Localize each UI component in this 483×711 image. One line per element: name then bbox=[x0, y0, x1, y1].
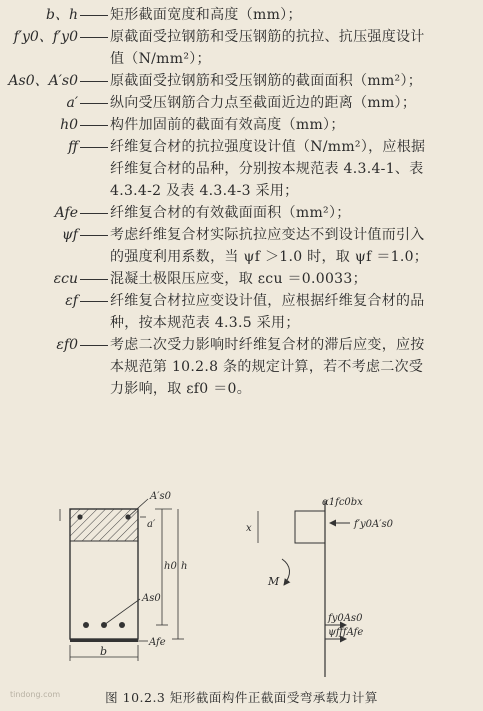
definition-row bbox=[0, 224, 483, 268]
definition-text bbox=[110, 136, 469, 202]
definition-row bbox=[0, 4, 483, 26]
bottom-steel-label: As0 bbox=[142, 593, 161, 604]
definition-line: 纤维复合材拉应变设计值，应根据纤维复合材的品 bbox=[110, 293, 425, 309]
definition-symbol: b、h bbox=[46, 7, 78, 23]
definition-text bbox=[110, 26, 469, 70]
moment-arrow bbox=[282, 559, 290, 585]
definition-symbol: εf0 bbox=[56, 337, 78, 353]
bottom-force-label: fy0As0 bbox=[328, 613, 363, 624]
definition-text bbox=[110, 202, 469, 224]
definition-symbol: εf bbox=[65, 293, 78, 309]
definition-row bbox=[0, 334, 483, 400]
definition-text bbox=[110, 114, 469, 136]
section-diagram bbox=[0, 487, 483, 711]
definition-line: 原截面受拉钢筋和受压钢筋的截面面积（mm²）； bbox=[110, 73, 423, 89]
definition-line: 4.3.4-2 及表 4.3.4-3 采用； bbox=[110, 183, 299, 199]
definition-text bbox=[110, 268, 469, 290]
definition-symbol: ψf bbox=[61, 227, 78, 243]
definition-text bbox=[110, 334, 469, 400]
definition-row bbox=[0, 114, 483, 136]
definition-line: 构件加固前的截面有效高度（mm）； bbox=[110, 117, 345, 133]
stress-block bbox=[295, 511, 325, 543]
definition-line: 纤维复合材的品种，分别按本规范表 4.3.4-1、表 bbox=[110, 161, 424, 177]
definition-row bbox=[0, 268, 483, 290]
definition-text bbox=[110, 70, 469, 92]
definition-row bbox=[0, 290, 483, 334]
definition-line: 力影响，取 εf0 ＝0。 bbox=[110, 381, 252, 397]
definition-symbol: As0、A′s0 bbox=[8, 73, 78, 89]
definition-line: 混凝土极限压应变，取 εcu ＝0.0033； bbox=[110, 271, 367, 287]
definition-line: 纤维复合材的抗拉强度设计值（N/mm²），应根据 bbox=[110, 139, 426, 155]
definition-line: 矩形截面宽度和高度（mm）； bbox=[110, 7, 302, 23]
frp-strip bbox=[70, 639, 138, 642]
figure-caption: 图 10.2.3 矩形截面构件正截面受弯承载力计算 bbox=[105, 690, 378, 705]
definition-symbol: h0 bbox=[60, 117, 78, 133]
definition-row bbox=[0, 26, 483, 70]
a-prime-label: a′ bbox=[147, 519, 156, 530]
definition-symbol: Afe bbox=[54, 205, 78, 221]
definition-text bbox=[110, 4, 469, 26]
definition-line: 纵向受压钢筋合力点至截面近边的距离（mm）； bbox=[110, 95, 417, 111]
definition-row bbox=[0, 136, 483, 202]
definition-line: 种，按本规范表 4.3.5 采用； bbox=[110, 315, 300, 331]
definition-row bbox=[0, 92, 483, 114]
h0-label: h0 bbox=[164, 561, 177, 572]
frp-label: Afe bbox=[149, 637, 166, 648]
compression-zone bbox=[70, 509, 138, 541]
top-rebar bbox=[77, 514, 82, 519]
definition-line: 值（N/mm²）； bbox=[110, 51, 211, 67]
definition-symbol: ff bbox=[68, 139, 78, 155]
watermark: tindong.com bbox=[10, 690, 61, 699]
width-label: b bbox=[100, 645, 108, 658]
definition-text bbox=[110, 224, 469, 268]
definition-line: 本规范第 10.2.8 条的规定计算，若不考虑二次受 bbox=[110, 359, 424, 375]
definition-list bbox=[0, 4, 483, 400]
bottom-rebar bbox=[119, 622, 125, 628]
definition-row bbox=[0, 70, 483, 92]
definition-line: 纤维复合材的有效截面面积（mm²）； bbox=[110, 205, 351, 221]
definition-text bbox=[110, 290, 469, 334]
definition-text bbox=[110, 92, 469, 114]
definition-line: 的强度利用系数，当 ψf ＞1.0 时，取 ψf ＝1.0； bbox=[110, 249, 429, 265]
bottom-rebar bbox=[83, 622, 89, 628]
concrete-force-label: α1fc0bx bbox=[322, 497, 363, 508]
definition-line: 考虑二次受力影响时纤维复合材的滞后应变，应按 bbox=[110, 337, 425, 353]
definition-line: 原截面受拉钢筋和受压钢筋的抗拉、抗压强度设计 bbox=[110, 29, 425, 45]
frp-force-label: ψfffAfe bbox=[328, 627, 364, 638]
top-force-label: f′y0A′s0 bbox=[354, 519, 393, 530]
x-label: x bbox=[246, 523, 252, 534]
definition-line: 考虑纤维复合材实际抗拉应变达不到设计值而引入 bbox=[110, 227, 425, 243]
h-label: h bbox=[181, 561, 188, 572]
definition-row bbox=[0, 202, 483, 224]
definition-symbol: f′y0、f′y0 bbox=[13, 29, 78, 45]
top-steel-label: A′s0 bbox=[150, 491, 171, 502]
definition-symbol: εcu bbox=[53, 271, 78, 287]
moment-label: M bbox=[268, 575, 280, 588]
definition-symbol: a′ bbox=[66, 95, 78, 111]
